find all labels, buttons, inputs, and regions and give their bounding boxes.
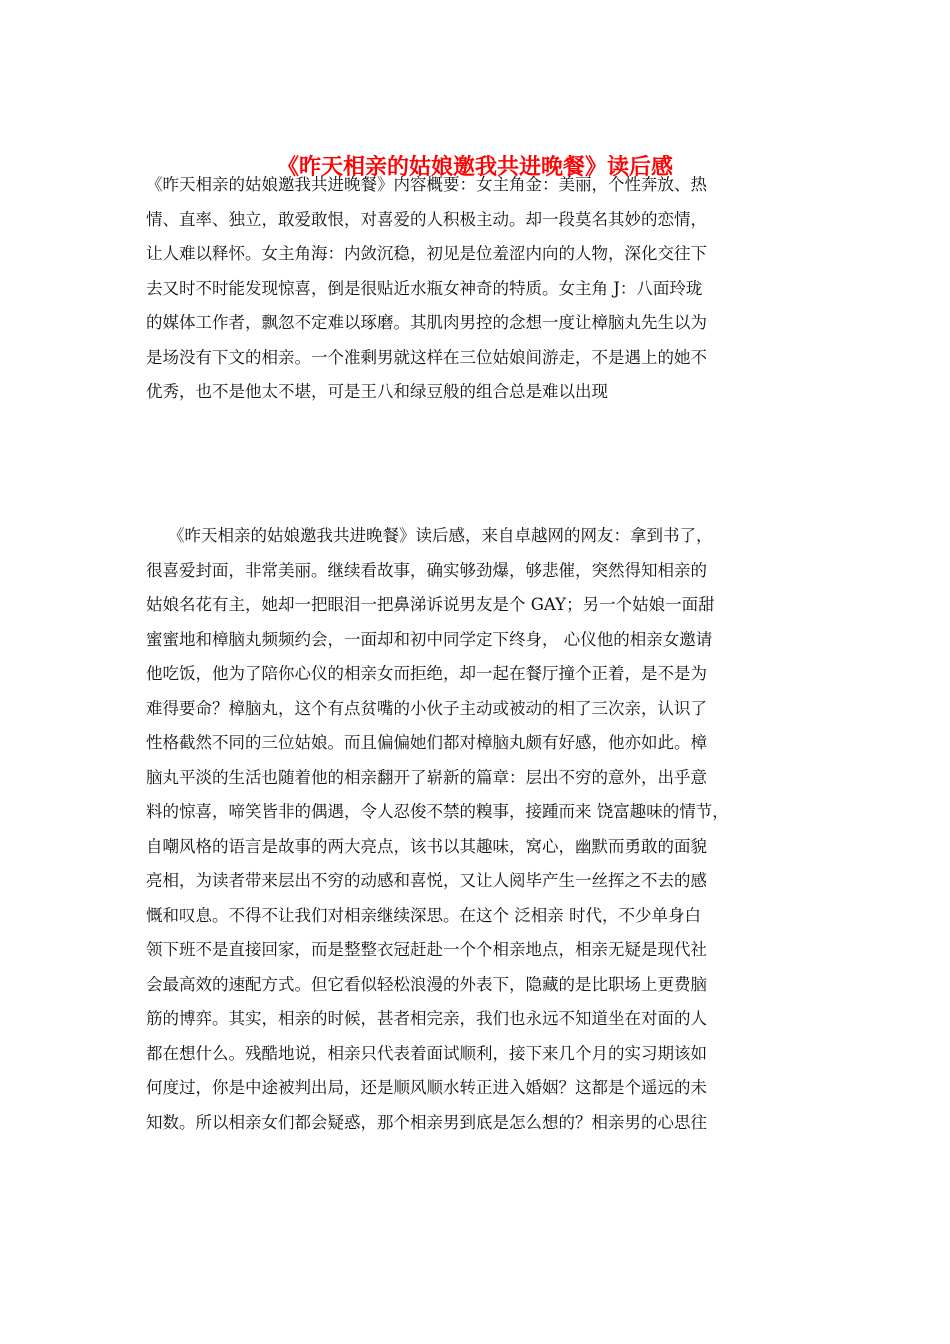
document-title: 《昨天相亲的姑娘邀我共进晚餐》读后感 bbox=[276, 154, 673, 180]
paragraph-line: 蜜蜜地和樟脑丸频频约会，一面却和初中同学定下终身， 心仪他的相亲女邀请 bbox=[146, 629, 713, 649]
paragraph-line: 脑丸平淡的生活也随着他的相亲翻开了崭新的篇章：层出不穷的意外，出乎意 bbox=[146, 767, 707, 787]
paragraph-line: 姑娘名花有主，她却一把眼泪一把鼻涕诉说男友是个 GAY；另一个姑娘一面甜 bbox=[146, 595, 715, 614]
paragraph-line: 亮相，为读者带来层出不穷的动感和喜悦，又让人阅毕产生一丝挥之不去的感 bbox=[146, 871, 707, 890]
paragraph-line: 筋的博弈。其实，相亲的时候，甚者相完亲，我们也永远不知道坐在对面的人 bbox=[146, 1009, 707, 1028]
paragraph-line: 都在想什么。残酷地说，相亲只代表着面试顺利，接下来几个月的实习期该如 bbox=[146, 1043, 707, 1063]
paragraph-line: 优秀，也不是他太不堪，可是王八和绿豆般的组合总是难以出现 bbox=[146, 382, 608, 401]
paragraph-line: 很喜爱封面，非常美丽。继续看故事，确实够劲爆，够悲催，突然得知相亲的 bbox=[146, 560, 707, 580]
paragraph-line: 难得要命？樟脑丸，这个有点贫嘴的小伙子主动或被动的相了三次亲，认识了 bbox=[146, 698, 707, 718]
review-paragraph bbox=[146, 519, 729, 1140]
paragraph-line: 情、直率、独立，敢爱敢恨，对喜爱的人积极主动。却一段莫名其妙的恋情， bbox=[146, 209, 707, 229]
paragraph-line: 何度过，你是中途被判出局，还是顺风顺水转正进入婚姻？这都是个遥远的未 bbox=[146, 1078, 707, 1097]
paragraph-line: 慨和叹息。不得不让我们对相亲继续深思。在这个 泛相亲 时代，不少单身白 bbox=[146, 905, 701, 925]
paragraph-line: 知数。所以相亲女们都会疑惑，那个相亲男到底是怎么想的？相亲男的心思往 bbox=[146, 1112, 707, 1132]
paragraph-line: 是场没有下文的相亲。一个准剩男就这样在三位姑娘间游走，不是遇上的她不 bbox=[146, 347, 707, 367]
paragraph-line: 会最高效的速配方式。但它看似轻松浪漫的外表下，隐藏的是比职场上更费脑 bbox=[146, 974, 707, 994]
paragraph-line: 《昨天相亲的姑娘邀我共进晚餐》内容概要：女主角金：美丽，个性奔放、热 bbox=[146, 175, 707, 194]
summary-paragraph bbox=[146, 168, 707, 410]
paragraph-line: 料的惊喜，啼笑皆非的偶遇，令人忍俊不禁的糗事，接踵而来 饶富趣味的情节， bbox=[146, 802, 729, 821]
paragraph-line: 的媒体工作者，飘忽不定难以琢磨。其肌肉男控的念想一度让樟脑丸先生以为 bbox=[146, 313, 707, 332]
paragraph-line: 《昨天相亲的姑娘邀我共进晚餐》读后感，来自卓越网的网友：拿到书了， bbox=[168, 526, 713, 545]
paragraph-line: 领下班不是直接回家，而是整整衣冠赶赴一个个相亲地点，相亲无疑是现代社 bbox=[146, 940, 707, 959]
paragraph-line: 去又时不时能发现惊喜，倒是很贴近水瓶女神奇的特质。女主角 J：八面玲珑 bbox=[146, 278, 703, 298]
paragraph-line: 他吃饭，他为了陪你心仪的相亲女而拒绝，却一起在餐厅撞个正着，是不是为 bbox=[146, 664, 707, 683]
paragraph-line: 性格截然不同的三位姑娘。而且偏偏她们都对樟脑丸颇有好感，他亦如此。樟 bbox=[146, 733, 707, 752]
paragraph-line: 自嘲风格的语言是故事的两大亮点，该书以其趣味，窝心，幽默而勇敢的面貌 bbox=[146, 836, 707, 856]
paragraph-line: 让人难以释怀。女主角海：内敛沉稳，初见是位羞涩内向的人物，深化交往下 bbox=[146, 244, 707, 263]
